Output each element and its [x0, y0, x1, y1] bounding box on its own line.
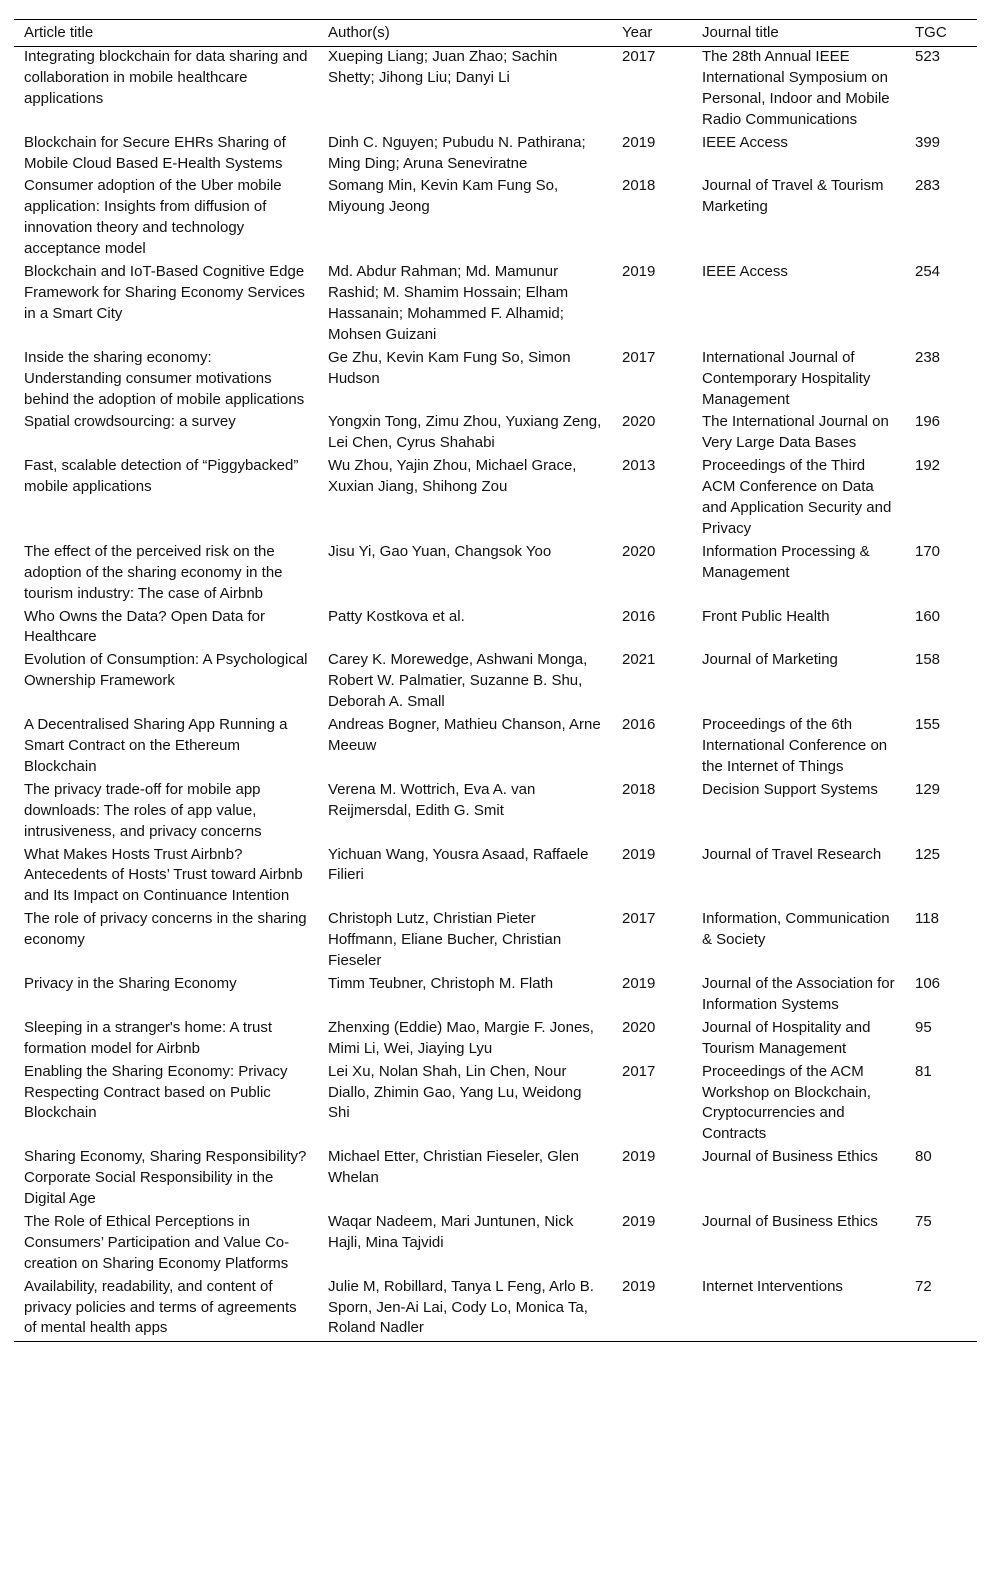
header-authors: Author(s)	[328, 23, 390, 41]
cell-year: 2020	[622, 1018, 656, 1036]
cell-journal-title: Proceedings of the ACM Workshop on Blockchain, Cryptocurrencies and Contracts	[702, 1062, 871, 1143]
cell-article-title: Who Owns the Data? Open Data for Healthcare	[24, 607, 265, 646]
cell-authors: Christoph Lutz, Christian Pieter Hoffmann, Eliane Bucher, Christian Fieseler	[328, 910, 562, 970]
cell-authors: Yichuan Wang, Yousra Asaad, Raffaele Filieri	[328, 845, 589, 884]
header-article-title: Article title	[24, 23, 94, 41]
articles-table-container	[14, 19, 977, 1342]
cell-year: 2021	[622, 651, 656, 669]
cell-article-title: The effect of the perceived risk on the adoption of the sharing economy in the tourism industry: The case of Airbnb	[24, 542, 283, 602]
cell-article-title: A Decentralised Sharing App Running a Smart Contract on the Ethereum Blockchain	[24, 716, 288, 775]
cell-journal-title: Journal of Business Ethics	[702, 1212, 878, 1230]
table-body	[14, 47, 977, 1342]
cell-tgc: 158	[915, 651, 941, 669]
table-row	[14, 133, 977, 177]
cell-article-title: Blockchain and IoT-Based Cognitive Edge Framework for Sharing Economy Services in a Smart City	[24, 263, 305, 322]
cell-year: 2018	[622, 780, 656, 798]
cell-article-title: Availability, readability, and content of privacy policies and terms of agreements of mental health apps	[24, 1277, 297, 1337]
cell-year: 2017	[622, 348, 656, 366]
cell-tgc: 75	[915, 1212, 932, 1230]
cell-journal-title: Information Processing & Management	[702, 542, 870, 581]
cell-article-title: Blockchain for Secure EHRs Sharing of Mobile Cloud Based E-Health Systems	[24, 133, 286, 172]
cell-article-title: Spatial crowdsourcing: a survey	[24, 413, 236, 431]
cell-authors: Timm Teubner, Christoph M. Flath	[328, 974, 554, 992]
header-tgc: TGC	[915, 23, 947, 41]
cell-journal-title: Decision Support Systems	[702, 780, 878, 798]
cell-journal-title: IEEE Access	[702, 263, 788, 281]
cell-article-title: What Makes Hosts Trust Airbnb? Antecedents of Hosts’ Trust toward Airbnb and Its Impact on Continuance Intention	[24, 845, 303, 905]
table-row	[14, 1277, 977, 1342]
cell-year: 2019	[622, 1212, 656, 1230]
cell-article-title: Sleeping in a stranger's home: A trust formation model for Airbnb	[24, 1018, 273, 1057]
cell-year: 2019	[622, 974, 656, 992]
cell-journal-title: IEEE Access	[702, 133, 788, 151]
cell-tgc: 196	[915, 413, 941, 431]
cell-authors: Yongxin Tong, Zimu Zhou, Yuxiang Zeng, Lei Chen, Cyrus Shahabi	[328, 413, 602, 452]
cell-article-title: Consumer adoption of the Uber mobile application: Insights from diffusion of innovation theory and technology acceptance model	[24, 177, 282, 258]
cell-tgc: 118	[915, 910, 939, 928]
cell-authors: Xueping Liang; Juan Zhao; Sachin Shetty; Jihong Liu; Danyi Li	[328, 48, 558, 86]
cell-year: 2019	[622, 1148, 656, 1166]
table-row	[14, 542, 977, 607]
cell-tgc: 125	[915, 845, 941, 863]
table-row	[14, 1018, 977, 1062]
table-row	[14, 909, 977, 974]
cell-tgc: 192	[915, 457, 941, 475]
table-header	[14, 20, 977, 47]
cell-authors: Julie M, Robillard, Tanya L Feng, Arlo B. Sporn, Jen-Ai Lai, Cody Lo, Monica Ta, Roland Nadler	[328, 1277, 594, 1337]
cell-year: 2018	[622, 177, 656, 195]
table-row	[14, 1147, 977, 1212]
cell-year: 2016	[622, 607, 656, 625]
cell-article-title: Integrating blockchain for data sharing and collaboration in mobile healthcare applications	[24, 48, 308, 107]
cell-tgc: 106	[915, 974, 941, 992]
cell-authors: Wu Zhou, Yajin Zhou, Michael Grace, Xuxian Jiang, Shihong Zou	[328, 457, 577, 496]
cell-article-title: Enabling the Sharing Economy: Privacy Respecting Contract based on Public Blockchain	[24, 1062, 288, 1122]
cell-authors: Waqar Nadeem, Mari Juntunen, Nick Hajli, Mina Tajvidi	[328, 1212, 574, 1251]
cell-tgc: 283	[915, 177, 941, 195]
cell-journal-title: The International Journal on Very Large Data Bases	[702, 413, 889, 452]
cell-authors: Carey K. Morewedge, Ashwani Monga, Robert W. Palmatier, Suzanne B. Shu, Deborah A. Small	[328, 651, 588, 711]
table-row	[14, 456, 977, 542]
cell-year: 2017	[622, 910, 656, 928]
header-row	[14, 20, 977, 47]
cell-article-title: Sharing Economy, Sharing Responsibility? Corporate Social Responsibility in the Digital Age	[24, 1148, 307, 1208]
cell-year: 2020	[622, 542, 656, 560]
cell-article-title: Evolution of Consumption: A Psychological Ownership Framework	[24, 651, 308, 690]
cell-year: 2020	[622, 413, 656, 431]
cell-article-title: The privacy trade-off for mobile app downloads: The roles of app value, intrusiveness, and privacy concerns	[24, 780, 262, 840]
cell-journal-title: Internet Interventions	[702, 1277, 843, 1295]
cell-tgc: 170	[915, 542, 941, 560]
cell-journal-title: Front Public Health	[702, 607, 830, 625]
cell-article-title: Inside the sharing economy: Understanding consumer motivations behind the adoption of mobile applications	[24, 348, 305, 408]
table-row	[14, 780, 977, 845]
table-row	[14, 974, 977, 1018]
cell-article-title: The role of privacy concerns in the sharing economy	[24, 910, 307, 949]
table-row	[14, 47, 977, 133]
cell-journal-title: Information, Communication & Society	[702, 910, 890, 949]
articles-table	[14, 19, 977, 1342]
cell-year: 2019	[622, 1277, 656, 1295]
table-row	[14, 262, 977, 348]
cell-year: 2013	[622, 457, 656, 475]
cell-article-title: Privacy in the Sharing Economy	[24, 974, 237, 992]
table-row	[14, 176, 977, 262]
cell-authors: Lei Xu, Nolan Shah, Lin Chen, Nour Diallo, Zhimin Gao, Yang Lu, Weidong Shi	[328, 1062, 582, 1122]
cell-journal-title: Journal of the Association for Information Systems	[702, 974, 895, 1013]
table-row	[14, 412, 977, 456]
cell-authors: Ge Zhu, Kevin Kam Fung So, Simon Hudson	[328, 348, 571, 387]
cell-journal-title: International Journal of Contemporary Hospitality Management	[702, 348, 871, 408]
header-year: Year	[622, 23, 653, 41]
cell-journal-title: Proceedings of the 6th International Conference on the Internet of Things	[702, 716, 888, 775]
table-row	[14, 1212, 977, 1277]
cell-authors: Md. Abdur Rahman; Md. Mamunur Rashid; M. Shamim Hossain; Elham Hassanain; Mohammed F. Alhamid; Mohsen Guizani	[328, 263, 569, 343]
cell-year: 2017	[622, 48, 656, 65]
cell-tgc: 254	[915, 263, 941, 281]
cell-tgc: 399	[915, 133, 941, 151]
cell-authors: Zhenxing (Eddie) Mao, Margie F. Jones, Mimi Li, Wei, Jiaying Lyu	[328, 1018, 594, 1057]
cell-journal-title: Journal of Business Ethics	[702, 1148, 878, 1166]
cell-journal-title: Journal of Travel Research	[702, 845, 882, 863]
cell-tgc: 72	[915, 1277, 932, 1295]
cell-article-title: The Role of Ethical Perceptions in Consumers’ Participation and Value Co-creation on Sharing Economy Platforms	[24, 1212, 290, 1272]
table-row	[14, 607, 977, 651]
table-row	[14, 650, 977, 715]
cell-year: 2019	[622, 845, 656, 863]
cell-tgc: 129	[915, 780, 941, 798]
cell-article-title: Fast, scalable detection of “Piggybacked” mobile applications	[24, 457, 299, 496]
cell-tgc: 81	[915, 1062, 932, 1080]
cell-tgc: 523	[915, 48, 941, 65]
cell-tgc: 95	[915, 1018, 932, 1036]
cell-tgc: 155	[915, 716, 941, 734]
cell-authors: Patty Kostkova et al.	[328, 607, 465, 625]
cell-journal-title: Journal of Travel & Tourism Marketing	[702, 177, 884, 216]
table-row	[14, 1062, 977, 1148]
cell-journal-title: Journal of Hospitality and Tourism Management	[702, 1018, 871, 1057]
cell-authors: Verena M. Wottrich, Eva A. van Reijmersdal, Edith G. Smit	[328, 780, 536, 819]
cell-tgc: 160	[915, 607, 941, 625]
cell-year: 2019	[622, 133, 656, 151]
cell-tgc: 80	[915, 1148, 932, 1166]
header-journal-title: Journal title	[702, 23, 779, 41]
cell-authors: Dinh C. Nguyen; Pubudu N. Pathirana; Ming Ding; Aruna Seneviratne	[328, 133, 586, 172]
cell-journal-title: The 28th Annual IEEE International Symposium on Personal, Indoor and Mobile Radio Communications	[702, 48, 890, 128]
table-row	[14, 845, 977, 910]
cell-year: 2017	[622, 1062, 656, 1080]
table-row	[14, 715, 977, 780]
cell-journal-title: Proceedings of the Third ACM Conference on Data and Application Security and Privacy	[702, 457, 892, 537]
cell-authors: Michael Etter, Christian Fieseler, Glen Whelan	[328, 1148, 579, 1187]
cell-authors: Andreas Bogner, Mathieu Chanson, Arne Meeuw	[328, 716, 601, 754]
cell-year: 2016	[622, 716, 656, 734]
cell-tgc: 238	[915, 348, 941, 366]
cell-authors: Jisu Yi, Gao Yuan, Changsok Yoo	[328, 542, 552, 560]
cell-authors: Somang Min, Kevin Kam Fung So, Miyoung Jeong	[328, 177, 559, 216]
cell-year: 2019	[622, 263, 656, 281]
cell-journal-title: Journal of Marketing	[702, 651, 838, 669]
table-row	[14, 348, 977, 413]
